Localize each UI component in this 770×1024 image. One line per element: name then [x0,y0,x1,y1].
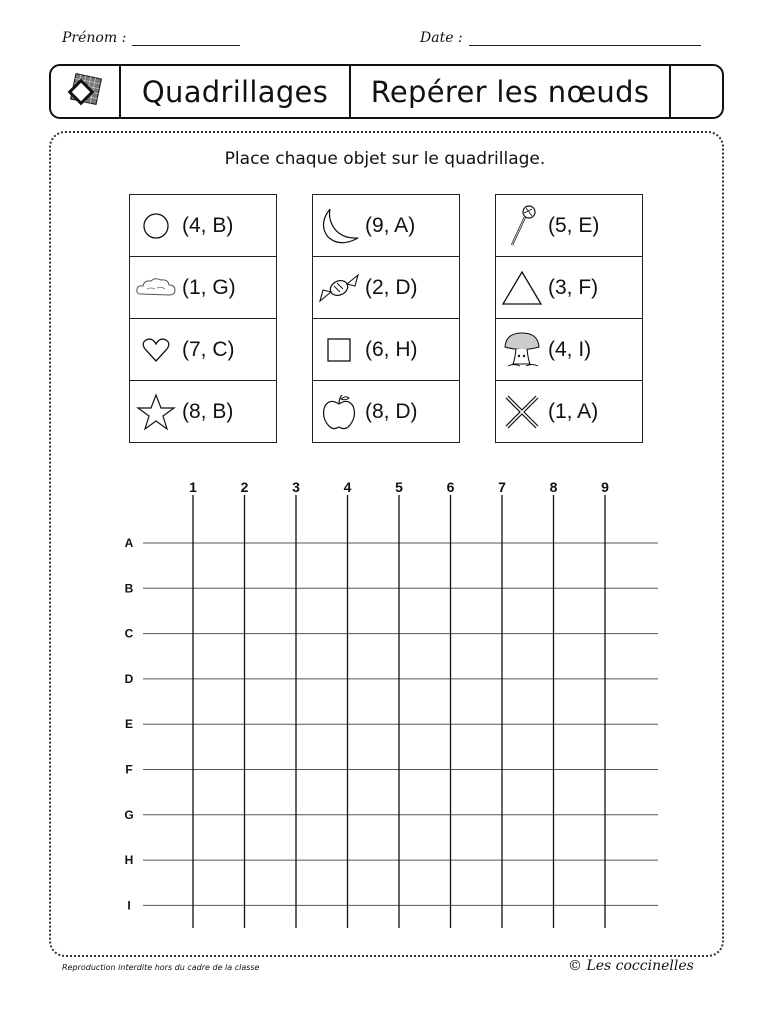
prenom-field [62,30,240,46]
prenom-blank-line[interactable] [132,45,240,46]
object-row [496,257,642,318]
object-coord: (3, F) [548,275,599,299]
grid-icon [51,66,121,117]
object-row [313,257,459,318]
grid-row-label: G [124,807,134,822]
grid-column-label: 9 [601,479,609,495]
object-row [496,319,642,380]
object-row [130,257,276,318]
object-coord: (8, D) [365,399,418,423]
mushroom-icon [496,329,548,371]
grid-column-label: 6 [446,479,455,495]
object-coord: (7, C) [182,337,235,361]
heart-icon [130,336,182,364]
object-coord: (1, A) [548,399,599,423]
object-row [130,381,276,442]
grid-row-label: I [127,898,131,913]
object-coord: (4, B) [182,213,234,237]
title-bar-empty-cell [671,66,722,117]
grid-column-label: 8 [549,479,558,495]
grid-column-label: 2 [240,479,249,495]
instruction: Place chaque objet sur le quadrillage. [224,149,546,169]
object-coord: (2, D) [365,275,418,299]
circle-icon [130,211,182,241]
object-table-2 [312,194,460,443]
object-coord: (4, I) [548,337,592,361]
object-row [130,319,276,380]
object-coord: (6, H) [365,337,418,361]
object-row [313,381,459,442]
footer-brand: © Les coccinelles [568,958,694,974]
triangle-icon [496,269,548,307]
date-label: Date : [420,30,463,46]
star-icon [130,393,182,431]
lollipop-icon [496,203,548,249]
grid-row-label: E [124,717,134,732]
grid-row-label: C [124,626,134,641]
cross-icon [496,393,548,431]
square-icon [313,335,365,365]
page-subtitle: Repérer les nœuds [351,66,671,117]
object-row [496,381,642,442]
object-coord: (5, E) [548,213,600,237]
object-table-3 [495,194,643,443]
coordinate-grid[interactable] [0,470,770,940]
object-row [313,319,459,380]
cloud-icon [130,276,182,300]
object-coord: (1, G) [182,275,236,299]
grid-row-label: H [124,853,134,868]
apple-icon [313,392,365,432]
candy-icon [313,271,365,305]
grid-column-label: 4 [343,479,352,495]
grid-row-label: B [124,581,134,596]
object-row [130,195,276,256]
moon-icon [313,206,365,246]
page-title: Quadrillages [121,66,351,117]
object-table-1 [129,194,277,443]
grid-column-label: 5 [395,479,403,495]
object-row [313,195,459,256]
grid-row-label: F [125,762,133,777]
title-bar [49,64,724,119]
grid-row-label: A [124,536,134,550]
object-coord: (9, A) [365,213,416,237]
grid-row-label: D [124,671,134,686]
date-field [420,30,701,46]
object-row [496,195,642,256]
grid-column-label: 7 [498,479,506,495]
date-blank-line[interactable] [469,45,701,46]
prenom-label: Prénom : [62,30,127,46]
grid-column-label: 3 [292,479,300,495]
footer-copyright-note: Reproduction interdite hors du cadre de la classe [62,963,260,972]
object-coord: (8, B) [182,399,234,423]
grid-column-label: 1 [189,479,197,495]
